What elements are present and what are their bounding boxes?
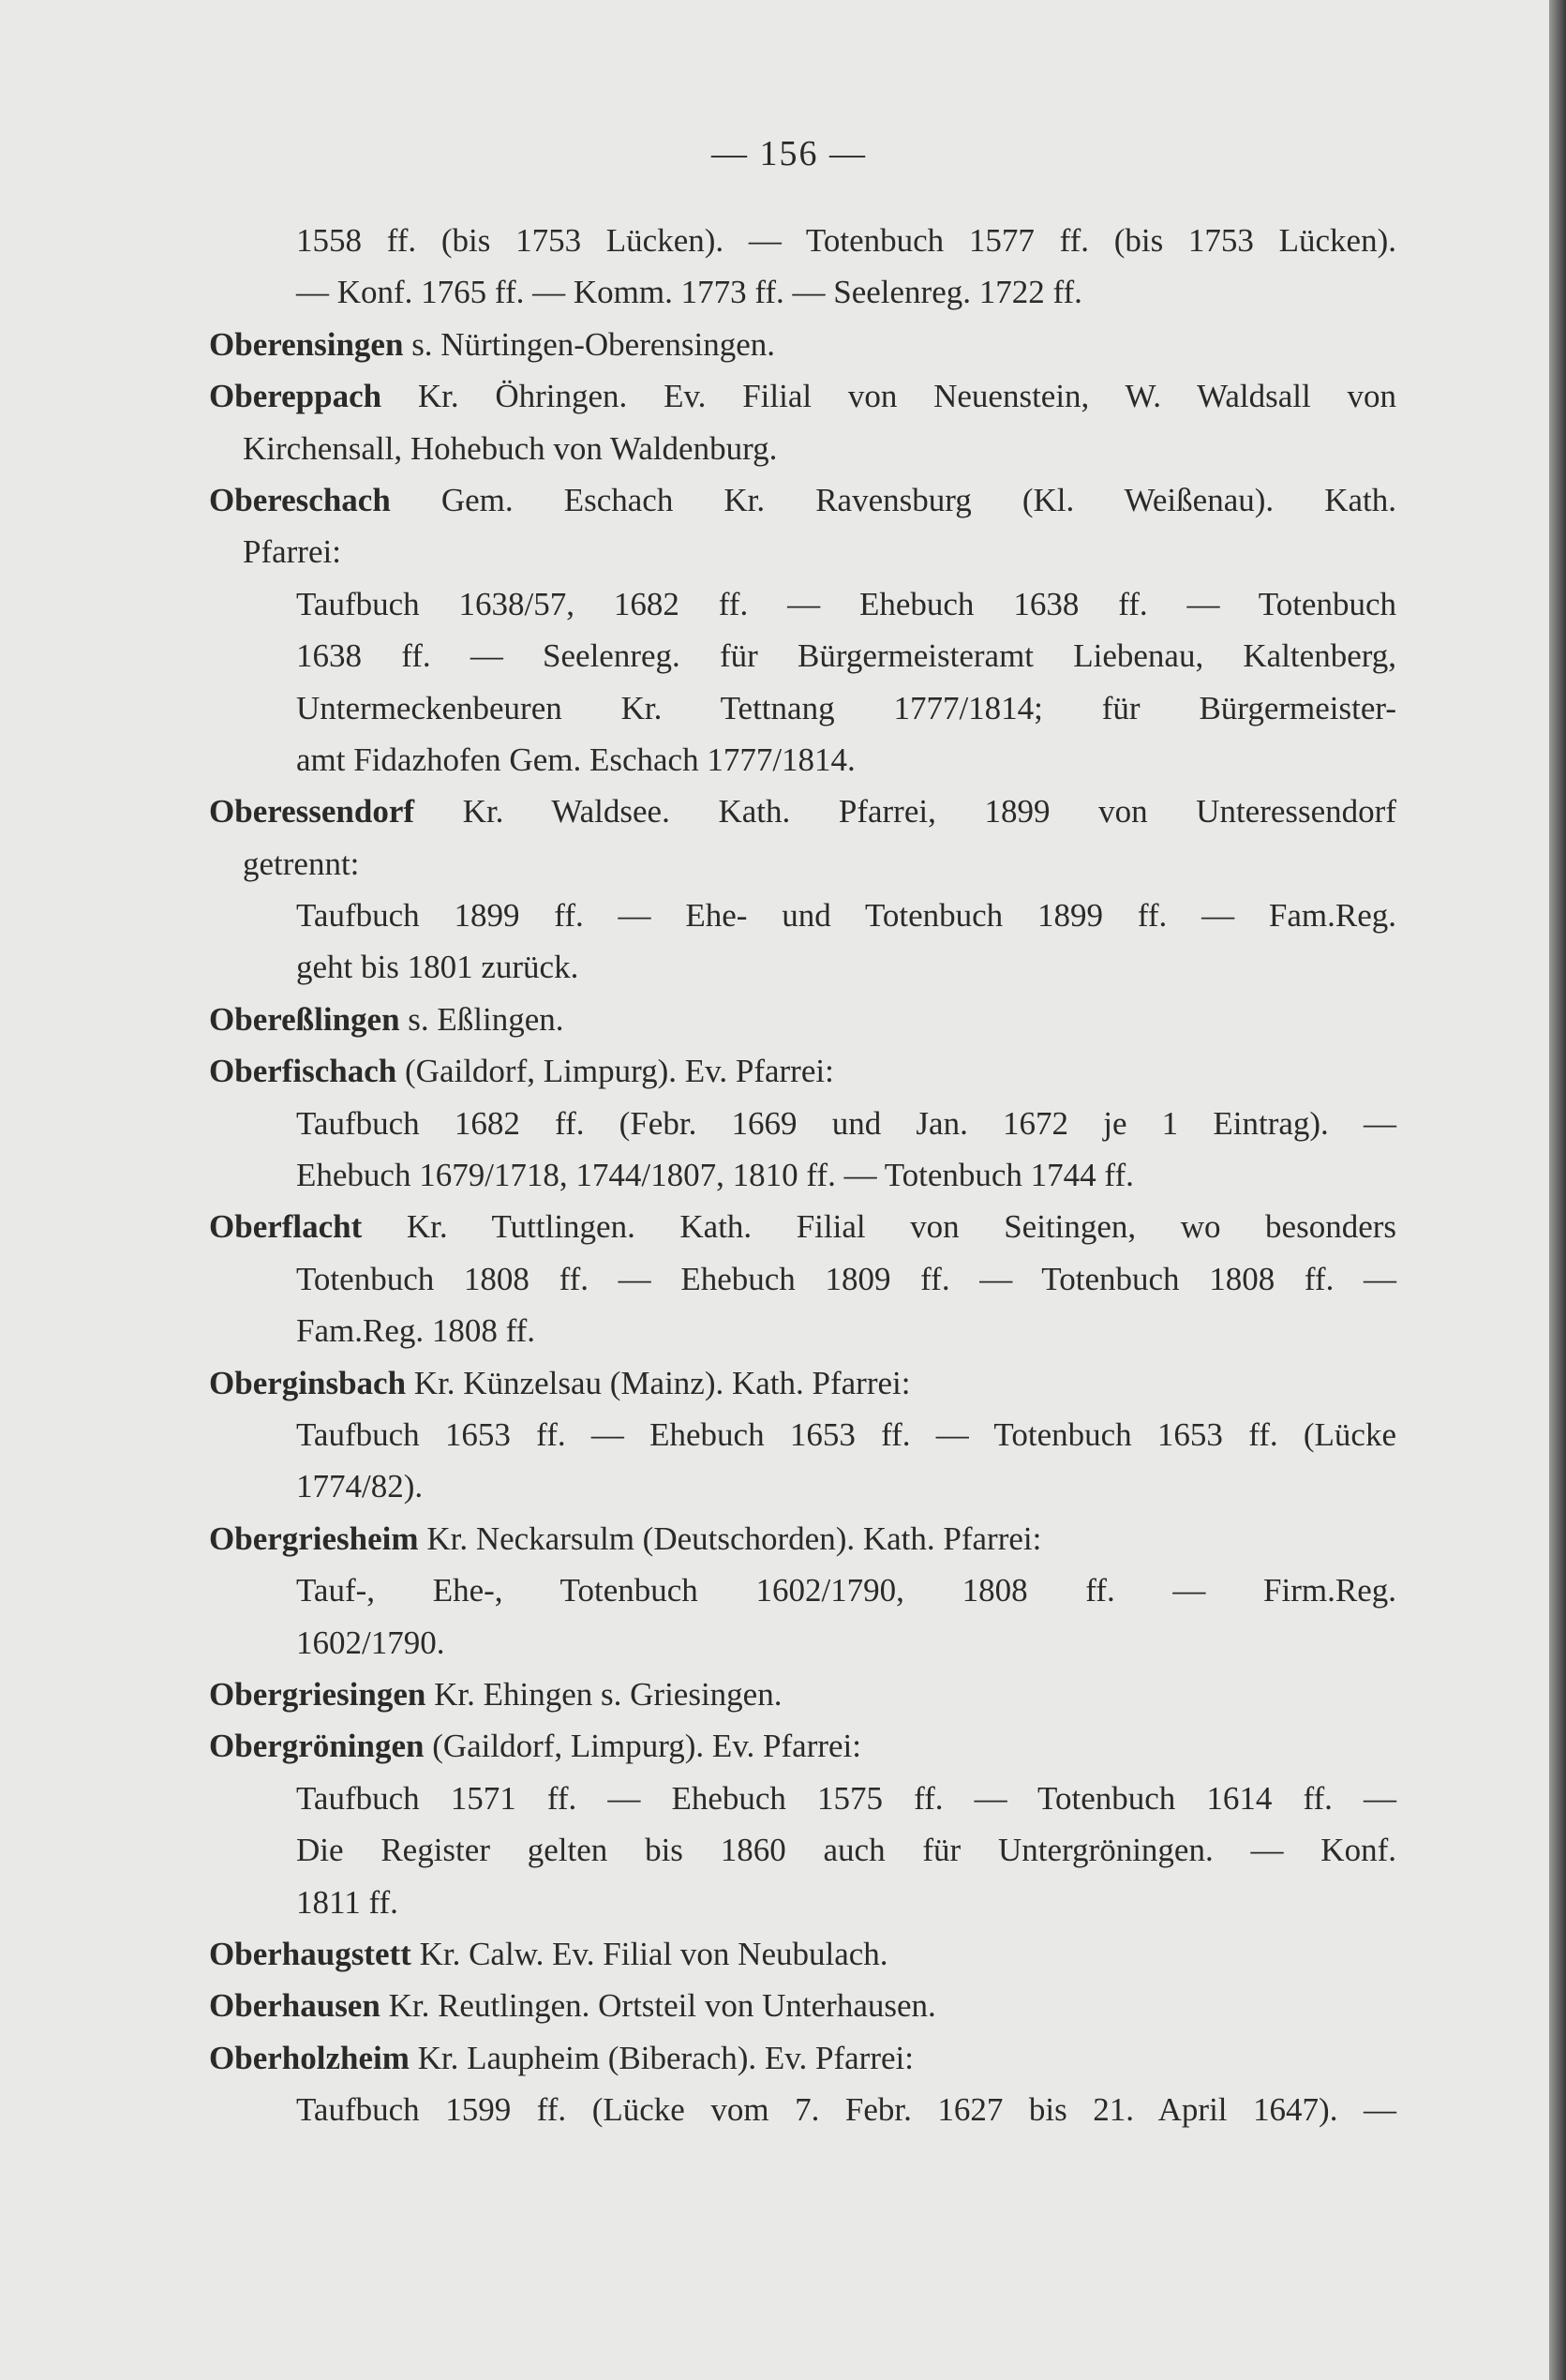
line-text: Kr. Öhringen. Ev. Filial von Neuenstein, W. Waldsall von: [381, 378, 1396, 415]
line-text: Fam.Reg. 1808 ff.: [296, 1312, 536, 1350]
line-text: Pfarrei:: [243, 533, 341, 571]
entry-headline: [209, 1045, 1396, 1097]
line-text: Taufbuch 1599 ff. (Lücke vom 7. Febr. 1627 bis 21. April 1647). —: [296, 2091, 1396, 2129]
entry-headword: Oberflacht: [209, 1208, 363, 1246]
entry-headline: [209, 1980, 1396, 2031]
entry-headline: [209, 1201, 1396, 1252]
text-line: [296, 215, 1396, 266]
line-text: (Gaildorf, Limpurg). Ev. Pfarrei:: [424, 1728, 861, 1765]
text-line: [296, 890, 1396, 941]
line-text: Kr. Ehingen s. Griesingen.: [425, 1675, 783, 1713]
entry-headword: Oberginsbach: [209, 1364, 407, 1401]
line-text: getrennt:: [243, 845, 360, 882]
text-line: [296, 1253, 1396, 1305]
line-text: geht bis 1801 zurück.: [296, 949, 579, 986]
line-text: Gem. Eschach Kr. Ravensburg (Kl. Weißenau). Kath.: [390, 481, 1396, 518]
text-line: [296, 266, 1396, 318]
line-text: amt Fidazhofen Gem. Eschach 1777/1814.: [296, 741, 856, 778]
entry-headline: [209, 1669, 1396, 1720]
line-text: Taufbuch 1638/57, 1682 ff. — Ehebuch 1638 ff. — Totenbuch: [296, 585, 1396, 622]
text-line: [296, 578, 1396, 630]
entry-headline: [209, 1357, 1396, 1409]
text-line: [296, 2084, 1396, 2135]
text-line: [243, 526, 1396, 577]
line-text: Ehebuch 1679/1718, 1744/1807, 1810 ff. — Totenbuch 1744 ff.: [296, 1157, 1134, 1194]
line-text: Taufbuch 1899 ff. — Ehe- und Totenbuch 1899 ff. — Fam.Reg.: [296, 897, 1396, 935]
line-text: 1811 ff.: [296, 1883, 398, 1921]
line-text: Kr. Waldsee. Kath. Pfarrei, 1899 von Unteressendorf: [414, 793, 1396, 831]
text-line: [243, 838, 1396, 890]
entry-headline: [209, 994, 1396, 1045]
line-text: Taufbuch 1571 ff. — Ehebuch 1575 ff. — Totenbuch 1614 ff. —: [296, 1779, 1396, 1817]
entry-headline: [209, 370, 1396, 422]
entry-headword: Obergriesheim: [209, 1519, 419, 1557]
line-text: (Gaildorf, Limpurg). Ev. Pfarrei:: [396, 1053, 834, 1090]
text-line: [296, 1098, 1396, 1149]
line-text: Kr. Calw. Ev. Filial von Neubulach.: [410, 1935, 888, 1972]
text-line: [296, 1877, 1396, 1928]
entry-headline: [209, 1720, 1396, 1772]
line-text: 1602/1790.: [296, 1624, 445, 1661]
line-text: 1638 ff. — Seelenreg. für Bürgermeisteramt Liebenau, Kaltenberg,: [296, 637, 1396, 675]
line-text: — Konf. 1765 ff. — Komm. 1773 ff. — Seelenreg. 1722 ff.: [296, 274, 1082, 311]
entry-headline: [209, 2032, 1396, 2084]
text-line: [296, 734, 1396, 786]
line-text: Kr. Neckarsulm (Deutschorden). Kath. Pfarrei:: [418, 1519, 1042, 1557]
text-line: [296, 1149, 1396, 1201]
line-text: Tauf-, Ehe-, Totenbuch 1602/1790, 1808 ff. — Firm.Reg.: [296, 1572, 1396, 1609]
line-text: Taufbuch 1653 ff. — Ehebuch 1653 ff. — Totenbuch 1653 ff. (Lücke: [296, 1415, 1396, 1453]
entry-headword: Oberholzheim: [209, 2039, 410, 2076]
entry-headword: Oberessendorf: [209, 793, 415, 831]
page-number: — 156 —: [711, 134, 867, 173]
entry-headword: Oberfischach: [209, 1053, 397, 1090]
line-text: Kr. Laupheim (Biberach). Ev. Pfarrei:: [409, 2039, 914, 2076]
entry-headline: [209, 319, 1396, 370]
text-line: [296, 682, 1396, 734]
entry-headword: Obereßlingen: [209, 1000, 400, 1038]
entry-headword: Obereppach: [209, 378, 382, 415]
text-line: [243, 423, 1396, 474]
entry-headline: [209, 474, 1396, 526]
text-line: [296, 1564, 1396, 1616]
line-text: 1558 ff. (bis 1753 Lücken). — Totenbuch 1577 ff. (bis 1753 Lücken).: [296, 222, 1396, 259]
entry-headline: [209, 1513, 1396, 1564]
text-line: [296, 1824, 1396, 1876]
line-text: 1774/82).: [296, 1468, 424, 1505]
text-line: [296, 1460, 1396, 1512]
line-text: Kr. Künzelsau (Mainz). Kath. Pfarrei:: [406, 1364, 911, 1401]
line-text: Die Register gelten bis 1860 auch für Untergröningen. — Konf.: [296, 1832, 1396, 1869]
line-text: s. Eßlingen.: [399, 1000, 564, 1038]
line-text: Untermeckenbeuren Kr. Tettnang 1777/1814; für Bürgermeister-: [296, 689, 1396, 726]
entry-headline: [209, 786, 1396, 837]
line-text: Totenbuch 1808 ff. — Ehebuch 1809 ff. — Totenbuch 1808 ff. —: [296, 1260, 1396, 1297]
text-line: [296, 630, 1396, 681]
entry-headline: [209, 1928, 1396, 1980]
entry-headword: Oberhausen: [209, 1987, 380, 2025]
text-line: [296, 941, 1396, 993]
entry-headword: Obergriesingen: [209, 1675, 426, 1713]
text-line: [296, 1409, 1396, 1460]
line-text: s. Nürtingen-Oberensingen.: [403, 325, 776, 363]
line-text: Kr. Reutlingen. Ortsteil von Unterhausen.: [380, 1987, 936, 2025]
entry-headword: Oberhaugstett: [209, 1935, 411, 1972]
entry-headword: Obergröningen: [209, 1728, 425, 1765]
entry-headword: Obereschach: [209, 481, 391, 518]
text-line: [296, 1305, 1396, 1356]
line-text: Kirchensall, Hohebuch von Waldenburg.: [243, 429, 778, 467]
line-text: Kr. Tuttlingen. Kath. Filial von Seitingen, wo besonders: [362, 1208, 1396, 1246]
page-body-text: [0, 215, 1566, 2135]
line-text: Taufbuch 1682 ff. (Febr. 1669 und Jan. 1672 je 1 Eintrag). —: [296, 1104, 1396, 1142]
entry-headword: Oberensingen: [209, 325, 404, 363]
text-line: [296, 1773, 1396, 1824]
text-line: [296, 1617, 1396, 1669]
